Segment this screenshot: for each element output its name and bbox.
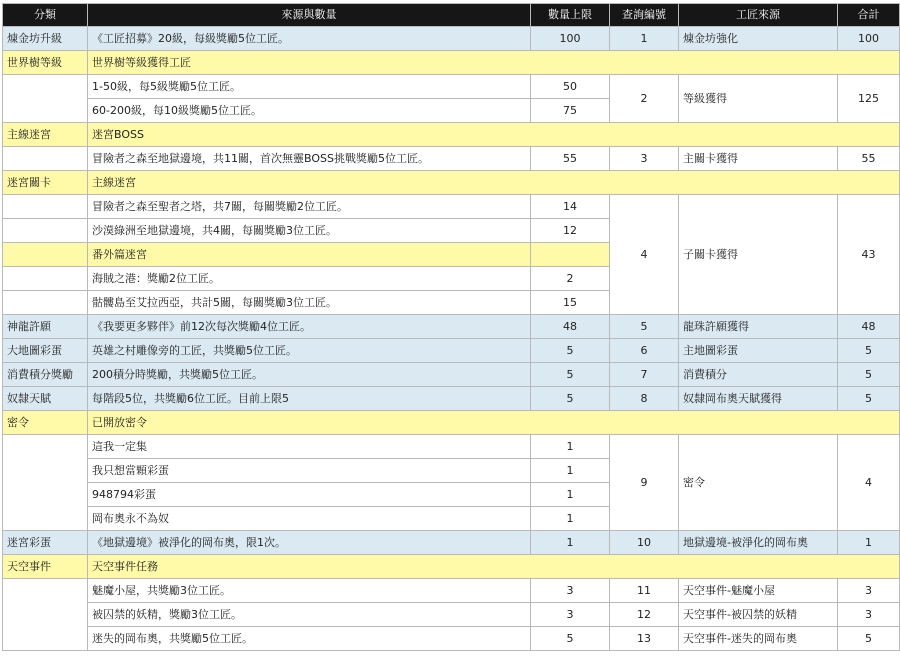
cap-cell: 5: [531, 339, 610, 363]
category-cell: 迷宮關卡: [3, 171, 88, 195]
total-cell: 125: [838, 75, 900, 123]
origin-cell: 天空事件-魅魔小屋: [679, 579, 838, 603]
cap-cell: 1: [531, 483, 610, 507]
cap-cell: 5: [531, 387, 610, 411]
source-cell: 冒險者之森至聖者之塔，共7關，每關獎勵2位工匠。: [88, 195, 531, 219]
source-cell: 《工匠招募》20級，每級獎勵5位工匠。: [88, 27, 531, 51]
total-cell: 5: [838, 627, 900, 651]
table-row: [3, 75, 900, 99]
cap-cell: 15: [531, 291, 610, 315]
source-cell: 沙漠綠洲至地獄邊境，共4關，每關獎勵3位工匠。: [88, 219, 531, 243]
category-cell: [3, 435, 88, 531]
source-cell: 岡布奧永不為奴: [88, 507, 531, 531]
header-quantity-cap: 數量上限: [531, 4, 610, 27]
category-cell: [3, 219, 88, 243]
table-row: [3, 363, 900, 387]
id-cell: 10: [610, 531, 679, 555]
id-cell: 3: [610, 147, 679, 171]
header-total: 合計: [838, 4, 900, 27]
category-cell: [3, 195, 88, 219]
header-source-quantity: 來源與數量: [88, 4, 531, 27]
section-title: 世界樹等級獲得工匠: [88, 51, 900, 75]
cap-cell: 2: [531, 267, 610, 291]
origin-cell: 密令: [679, 435, 838, 531]
table-row: [3, 147, 900, 171]
cap-cell: 75: [531, 99, 610, 123]
cap-cell: 55: [531, 147, 610, 171]
table-row: [3, 579, 900, 603]
category-cell: [3, 291, 88, 315]
source-cell: 1-50級，每5級獎勵5位工匠。: [88, 75, 531, 99]
craftsman-source-table: [2, 3, 900, 651]
section-title: 迷宮BOSS: [88, 123, 900, 147]
id-cell: 13: [610, 627, 679, 651]
origin-cell: 煉金坊強化: [679, 27, 838, 51]
category-cell: 奴隸天賦: [3, 387, 88, 411]
section-row: [3, 555, 900, 579]
origin-cell: 消費積分: [679, 363, 838, 387]
cap-cell: 5: [531, 363, 610, 387]
section-row: [3, 411, 900, 435]
total-cell: 5: [838, 339, 900, 363]
table-row: [3, 387, 900, 411]
source-cell: 我只想當顆彩蛋: [88, 459, 531, 483]
total-cell: 4: [838, 435, 900, 531]
table-row: [3, 339, 900, 363]
id-cell: 12: [610, 603, 679, 627]
category-cell: [3, 267, 88, 291]
category-cell: [3, 579, 88, 651]
category-cell: [3, 243, 88, 267]
source-cell: 這我一定集: [88, 435, 531, 459]
total-cell: 3: [838, 603, 900, 627]
header-craftsman-origin: 工匠來源: [679, 4, 838, 27]
id-cell: 1: [610, 27, 679, 51]
total-cell: 43: [838, 195, 900, 315]
source-cell: 英雄之村雕像旁的工匠，共獎勵5位工匠。: [88, 339, 531, 363]
category-cell: 世界樹等級: [3, 51, 88, 75]
source-cell: 《地獄邊境》被淨化的岡布奧，限1次。: [88, 531, 531, 555]
total-cell: 48: [838, 315, 900, 339]
id-cell: 9: [610, 435, 679, 531]
cap-cell: 100: [531, 27, 610, 51]
table-row: [3, 531, 900, 555]
total-cell: 1: [838, 531, 900, 555]
cap-cell: 50: [531, 75, 610, 99]
section-title: 主線迷宮: [88, 171, 900, 195]
origin-cell: 奴隸岡布奧天賦獲得: [679, 387, 838, 411]
category-cell: 煉金坊升級: [3, 27, 88, 51]
id-cell: 8: [610, 387, 679, 411]
section-title: 天空事件任務: [88, 555, 900, 579]
origin-cell: 主地圖彩蛋: [679, 339, 838, 363]
category-cell: 密令: [3, 411, 88, 435]
source-cell: 200積分時獎勵，共獎勵5位工匠。: [88, 363, 531, 387]
origin-cell: 等級獲得: [679, 75, 838, 123]
table-row: [3, 315, 900, 339]
category-cell: [3, 147, 88, 171]
table-row: [3, 195, 900, 219]
category-cell: [3, 75, 88, 123]
category-cell: 大地圖彩蛋: [3, 339, 88, 363]
category-cell: 迷宮彩蛋: [3, 531, 88, 555]
table-row: [3, 435, 900, 459]
total-cell: 5: [838, 387, 900, 411]
origin-cell: 天空事件-迷失的岡布奧: [679, 627, 838, 651]
origin-cell: 地獄邊境-被淨化的岡布奧: [679, 531, 838, 555]
source-cell: 海賊之港：獎勵2位工匠。: [88, 267, 531, 291]
section-row: [3, 51, 900, 75]
cap-cell: 12: [531, 219, 610, 243]
origin-cell: 龍珠許願獲得: [679, 315, 838, 339]
cap-cell: 1: [531, 507, 610, 531]
id-cell: 11: [610, 579, 679, 603]
table-row: [3, 627, 900, 651]
cap-cell: 1: [531, 459, 610, 483]
table-row: [3, 27, 900, 51]
cap-cell: [531, 243, 610, 267]
section-row: [3, 171, 900, 195]
header-category: 分類: [3, 4, 88, 27]
id-cell: 5: [610, 315, 679, 339]
cap-cell: 1: [531, 435, 610, 459]
category-cell: 天空事件: [3, 555, 88, 579]
total-cell: 55: [838, 147, 900, 171]
category-cell: 消費積分獎勵: [3, 363, 88, 387]
total-cell: 5: [838, 363, 900, 387]
source-cell: 60-200級，每10級獎勵5位工匠。: [88, 99, 531, 123]
total-cell: 100: [838, 27, 900, 51]
id-cell: 6: [610, 339, 679, 363]
source-cell: 冒險者之森至地獄邊境，共11關，首次無靈BOSS挑戰獎勵5位工匠。: [88, 147, 531, 171]
origin-cell: 子關卡獲得: [679, 195, 838, 315]
source-cell: 《我要更多夥伴》前12次每次獎勵4位工匠。: [88, 315, 531, 339]
source-cell: 魅魔小屋，共獎勵3位工匠。: [88, 579, 531, 603]
cap-cell: 1: [531, 531, 610, 555]
origin-cell: 天空事件-被囚禁的妖精: [679, 603, 838, 627]
source-cell: 迷失的岡布奧，共獎勵5位工匠。: [88, 627, 531, 651]
origin-cell: 主關卡獲得: [679, 147, 838, 171]
id-cell: 2: [610, 75, 679, 123]
source-cell: 每階段5位，共獎勵6位工匠。目前上限5: [88, 387, 531, 411]
source-cell: 骷髏島至艾拉西亞，共計5關，每關獎勵3位工匠。: [88, 291, 531, 315]
cap-cell: 3: [531, 579, 610, 603]
cap-cell: 3: [531, 603, 610, 627]
source-cell: 948794彩蛋: [88, 483, 531, 507]
cap-cell: 5: [531, 627, 610, 651]
header-query-id: 查詢編號: [610, 4, 679, 27]
id-cell: 4: [610, 195, 679, 315]
section-title: 已開放密令: [88, 411, 900, 435]
cap-cell: 14: [531, 195, 610, 219]
id-cell: 7: [610, 363, 679, 387]
sub-section-title: 番外篇迷宮: [88, 243, 531, 267]
total-cell: 3: [838, 579, 900, 603]
category-cell: 神龍許願: [3, 315, 88, 339]
source-cell: 被囚禁的妖精，獎勵3位工匠。: [88, 603, 531, 627]
cap-cell: 48: [531, 315, 610, 339]
table-row: [3, 603, 900, 627]
category-cell: 主線迷宮: [3, 123, 88, 147]
table-header-row: [3, 4, 900, 27]
section-row: [3, 123, 900, 147]
